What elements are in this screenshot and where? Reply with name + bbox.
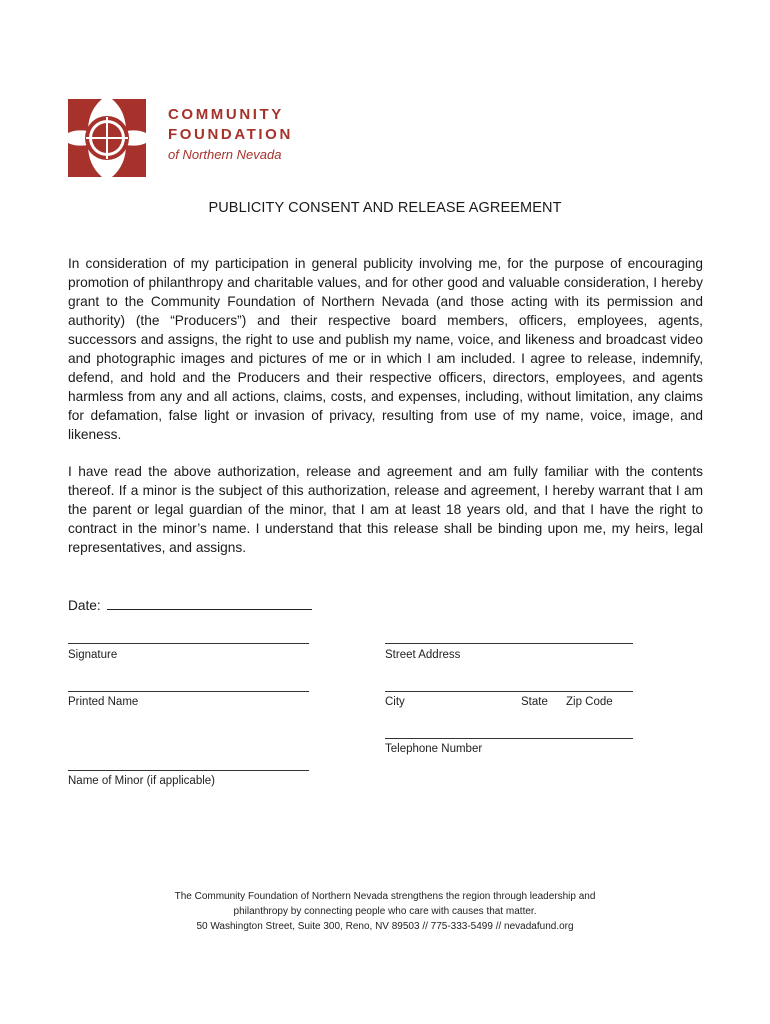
state-label: State xyxy=(521,696,548,708)
logo-text-community: COMMUNITY xyxy=(168,106,284,123)
footer-mission-line1: The Community Foundation of Northern Nevada strengthens the region through leadership and xyxy=(174,891,596,902)
printed-name-label: Printed Name xyxy=(68,696,139,708)
city-label: City xyxy=(385,696,405,708)
signature-line[interactable] xyxy=(68,643,309,644)
date-blank-line[interactable] xyxy=(107,596,312,610)
footer xyxy=(0,889,770,934)
date-label: Date: xyxy=(68,598,101,613)
footer-mission-line2: philanthropy by connecting people who care with causes that matter. xyxy=(233,906,537,917)
printed-name-line[interactable] xyxy=(68,691,309,692)
zip-code-label: Zip Code xyxy=(566,696,613,708)
minor-name-label: Name of Minor (if applicable) xyxy=(68,775,216,787)
street-address-label: Street Address xyxy=(385,649,461,661)
telephone-label: Telephone Number xyxy=(385,743,483,755)
street-address-line[interactable] xyxy=(385,643,633,644)
logo-mark-icon xyxy=(66,97,148,179)
signature-label: Signature xyxy=(68,649,118,661)
logo-text-foundation: FOUNDATION xyxy=(168,126,293,143)
document-title: PUBLICITY CONSENT AND RELEASE AGREEMENT xyxy=(208,200,562,216)
minor-name-line[interactable] xyxy=(68,770,309,771)
city-state-zip-line[interactable] xyxy=(385,691,633,692)
consent-paragraph: In consideration of my participation in general publicity involving me, for the purpose of encouraging promotion of philanthropy and charitable values, and for other good and valuable consideration, I hereby grant to the Community Foundation of Northern Nevada (and those acting with its permission and authority) (the “Producers”) and their respective board members, officers, employees, agents, successors and assigns, the right to use and publish my name, voice, and likeness and broadcast video and photographic images and pictures of me or in which I am included. I agree to release, indemnify, defend, and hold and the Producers and their respective officers, directors, employees, and agents harmless from any and all actions, claims, costs, and expenses, including, without limitation, any claims for defamation, false light or invasion of privacy, resulting from use of my name, voice, image, and likeness. xyxy=(68,256,703,442)
foundation-logo xyxy=(66,97,306,179)
acknowledgement-paragraph: I have read the above authorization, release and agreement and am fully familiar with the contents thereof. If a minor is the subject of this authorization, release and agreement, I hereby warrant that I am the parent or legal guardian of the minor, that I am at least 18 years old, and that I have the right to contract in the minor’s name. I understand that this release shall be binding upon me, my heirs, legal representatives, and assigns. xyxy=(68,464,703,555)
logo-text-region: of Northern Nevada xyxy=(168,147,282,162)
date-field[interactable] xyxy=(68,596,312,613)
footer-contact-line: 50 Washington Street, Suite 300, Reno, NV 89503 // 775-333-5499 // nevadafund.org xyxy=(196,921,574,932)
telephone-line[interactable] xyxy=(385,738,633,739)
